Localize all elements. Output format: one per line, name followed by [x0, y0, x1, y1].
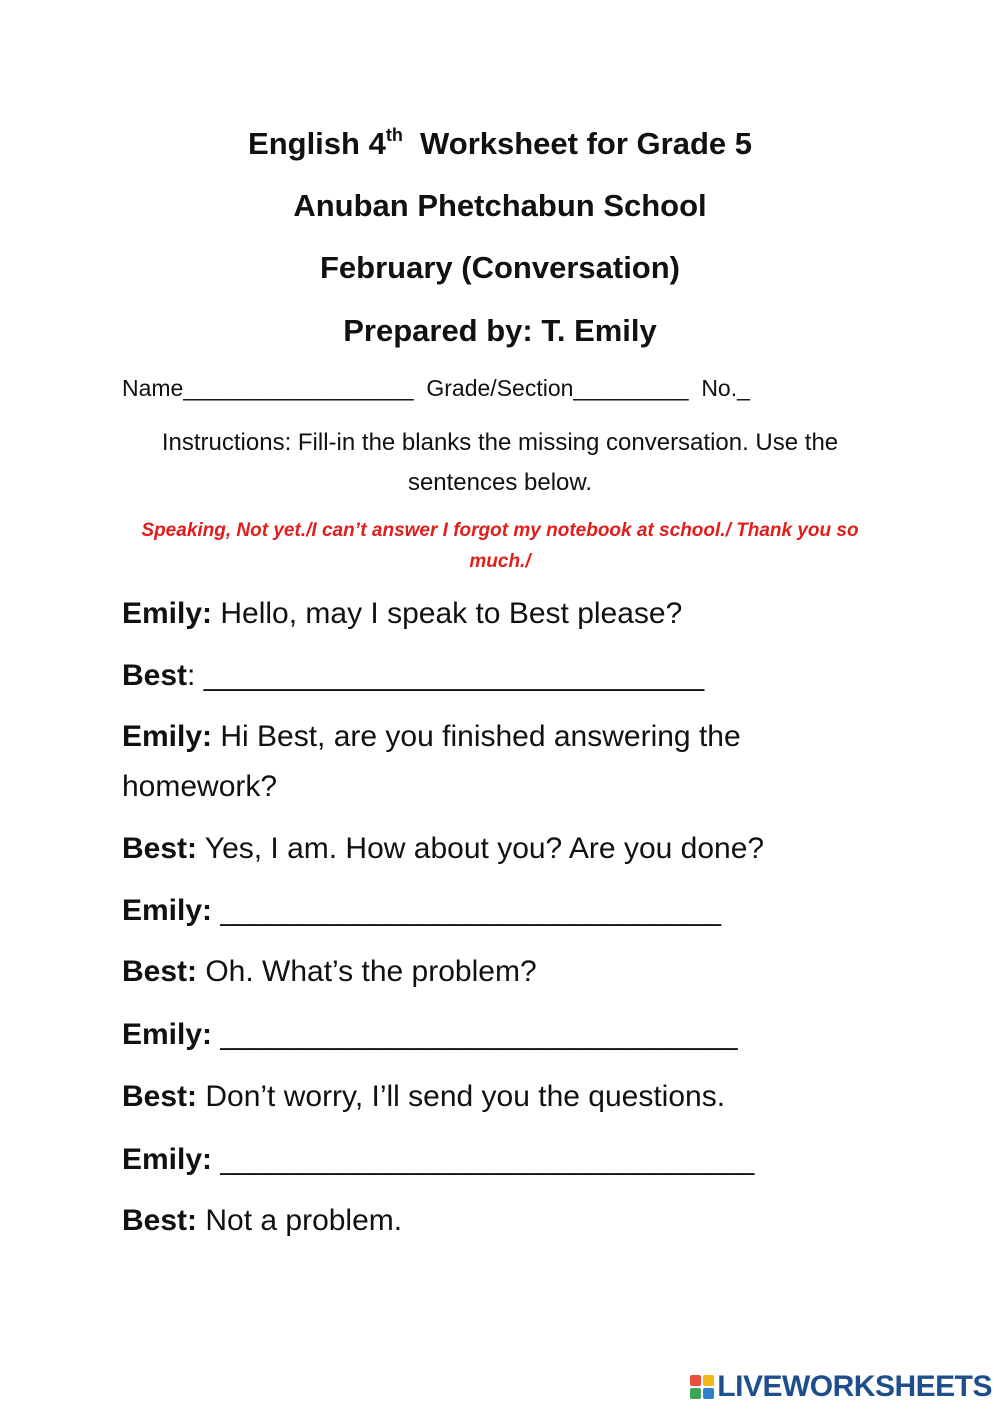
dialogue-text: Oh. What’s the problem?	[197, 955, 537, 988]
word-bank: Speaking, Not yet./I can’t answer I forgot my notebook at school./ Thank you so much./	[141, 520, 859, 572]
dialogue-line	[122, 947, 882, 997]
speaker-label: Best:	[122, 955, 198, 988]
liveworksheets-watermark	[690, 1367, 992, 1407]
answer-blank[interactable]: : ______________________________	[187, 659, 705, 692]
speaker-label: Best:	[122, 1080, 198, 1113]
watermark-text: LIVEWORKSHEETS	[717, 1370, 992, 1403]
speaker-label: Emily:	[122, 1143, 213, 1176]
speaker-label: Emily:	[122, 597, 213, 630]
dialogue-line	[122, 886, 882, 936]
prepared-by: Prepared by: T. Emily	[343, 313, 657, 348]
dialogue-text: Hi Best, are you finished answering the homework?	[122, 720, 741, 803]
dialogue-text: Not a problem.	[197, 1204, 403, 1237]
dialogue-text: Hello, may I speak to Best please?	[212, 597, 683, 630]
instructions: Instructions: Fill-in the blanks the missing conversation. Use the sentences below.	[161, 429, 839, 496]
liveworksheets-logo-icon	[690, 1375, 714, 1399]
answer-blank[interactable]: ________________________________	[212, 1143, 755, 1176]
dialogue-text: Don’t worry, I’ll send you the questions.	[197, 1080, 726, 1113]
speaker-label: Emily:	[122, 720, 213, 753]
answer-blank[interactable]: _______________________________	[212, 1018, 738, 1051]
month-topic: February (Conversation)	[319, 250, 680, 285]
speaker-label: Best	[122, 659, 188, 692]
speaker-label: Best:	[122, 1204, 198, 1237]
dialogue-line	[122, 824, 882, 874]
dialogue-line	[122, 1072, 882, 1122]
worksheet-title: English 4th Worksheet for Grade 5	[248, 124, 752, 161]
student-info-line: Name__________________ Grade/Section_________ No._	[122, 375, 750, 401]
dialogue-text: Yes, I am. How about you? Are you done?	[197, 832, 765, 865]
dialogue-line	[122, 712, 882, 812]
school-name: Anuban Phetchabun School	[293, 188, 707, 223]
speaker-label: Best:	[122, 832, 198, 865]
dialogue-line	[122, 1010, 882, 1060]
dialogue-line	[122, 1196, 882, 1246]
dialogue-line	[122, 589, 882, 639]
speaker-label: Emily:	[122, 894, 213, 927]
dialogue-line	[122, 1135, 882, 1185]
answer-blank[interactable]: ______________________________	[212, 894, 721, 927]
speaker-label: Emily:	[122, 1018, 213, 1051]
dialogue-line	[122, 651, 882, 701]
